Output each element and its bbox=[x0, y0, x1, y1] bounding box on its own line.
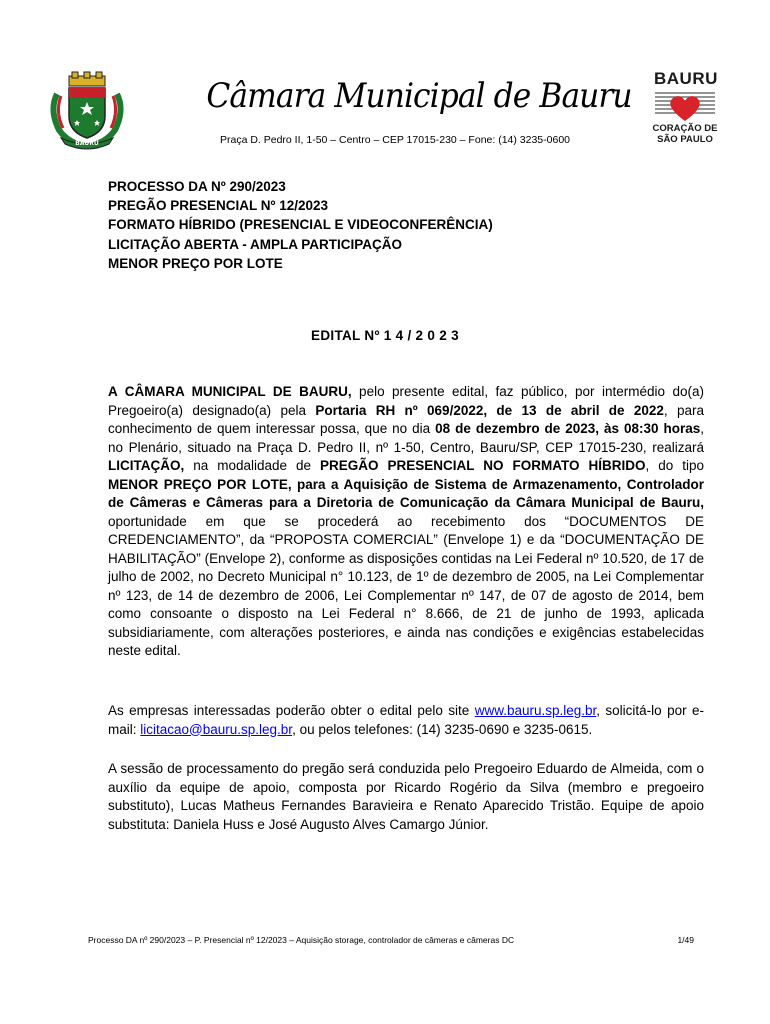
contact-text-3: , ou pelos telefones: (14) 3235-0690 e 3235-0615. bbox=[292, 721, 593, 737]
intro-bold-9: PREGÃO PRESENCIAL NO FORMATO HÍBRIDO bbox=[320, 458, 646, 473]
process-heading bbox=[108, 177, 668, 273]
city-logo-tagline-1: CORAÇÃO DE bbox=[652, 123, 718, 134]
process-number: PROCESSO DA Nº 290/2023 bbox=[108, 179, 286, 194]
contact-text-2: , solicitá-lo por e-mail: bbox=[108, 703, 704, 737]
intro-bold-1: A CÂMARA MUNICIPAL DE BAURU, bbox=[108, 384, 352, 399]
intro-bold-11: MENOR PREÇO POR LOTE, para a Aquisição de Sistema de Armazenamento, Controlador de Câmeras e Câmeras para a Diretoria de Comunicação da Câmara Municipal de Bauru, bbox=[108, 476, 704, 510]
intro-text-2: pelo presente edital, faz público, por intermédio do(a) Pregoeiro(a) designado(a) pela bbox=[108, 384, 704, 418]
auction-number: PREGÃO PRESENCIAL Nº 12/2023 bbox=[108, 198, 329, 214]
heart-icon bbox=[653, 89, 717, 123]
address-line: Praça D. Pedro II, 1-50 – Centro – CEP 17015-230 – Fone: (14) 3235-0600 bbox=[219, 134, 571, 146]
intro-bold-3: Portaria RH nº 069/2022, de 13 de abril de 2022 bbox=[315, 402, 664, 418]
intro-text-10: , do tipo bbox=[645, 458, 704, 473]
contact-paragraph bbox=[108, 702, 704, 739]
city-logo bbox=[650, 70, 720, 150]
intro-paragraph bbox=[108, 383, 704, 661]
city-logo-wordmark: BAURU bbox=[654, 69, 718, 88]
footer-reference: Processo DA nº 290/2023 – P. Presencial nº 12/2023 – Aquisição storage, controlador de câmeras e câmeras DC bbox=[88, 935, 515, 945]
city-logo-tagline-2: SÃO PAULO bbox=[657, 134, 713, 145]
format-line: FORMATO HÍBRIDO (PRESENCIAL E VIDEOCONFERÊNCIA) bbox=[108, 217, 493, 233]
masthead bbox=[190, 74, 632, 118]
intro-bold-5: 08 de dezembro de 2023, às 08:30 horas bbox=[435, 421, 701, 436]
page-number: 1/49 bbox=[677, 935, 694, 945]
coat-of-arms-icon bbox=[47, 70, 127, 150]
chamber-name: Câmara Municipal de Bauru bbox=[206, 76, 632, 116]
crest-banner-text: BAURU bbox=[75, 140, 99, 147]
contact-text-1: As empresas interessadas poderão obter o edital pelo site bbox=[108, 703, 475, 718]
email-link[interactable]: licitacao@bauru.sp.leg.br bbox=[140, 721, 293, 737]
intro-bold-7: LICITAÇÃO, bbox=[108, 458, 185, 473]
session-paragraph: A sessão de processamento do pregão será conduzida pelo Pregoeiro Eduardo de Almeida, com o auxílio da equipe de apoio, composta por Ricardo Rogério da Silva (membro e pregoeiro substituto), Lucas Matheus Fernandes Baravieira e Renato Aparecido Tristão. Equipe de apoio substituta: Daniela Huss e José Augusto Alves Camargo Júnior. bbox=[108, 761, 704, 832]
city-logo-tagline bbox=[650, 123, 720, 145]
intro-text-4: , para conhecimento de quem interessar possa, que no dia bbox=[108, 402, 704, 436]
intro-text-12: oportunidade em que se procederá ao recebimento dos “DOCUMENTOS DE CREDENCIAMENTO”, da “PROPOSTA COMERCIAL” (Envelope 1) e da “DOCUMENTAÇÃO DE HABILITAÇÃO” (Envelope 2), conforme as disposições contidas na Lei Federal nº 10.520, de 17 de julho de 2002, no Decreto Municipal n° 10.123, de 1º de dezembro de 2005, na Lei Complementar nº 123, de 14 de dezembro de 2006, Lei Complementar nº 147, de 07 de agosto de 2014, bem como consoante o disposto na Lei Federal n° 8.666, de 21 de junho de 1993, aplicada subsidiariamente, com alterações posteriores, e ainda nas condições e exigências estabelecidas neste edital. bbox=[108, 513, 704, 658]
edital-title: EDITAL Nº 1 4 / 2 0 2 3 bbox=[311, 328, 459, 343]
website-link[interactable]: www.bauru.sp.leg.br bbox=[474, 703, 597, 718]
intro-text-8: na modalidade de bbox=[184, 458, 321, 473]
participation-line: LICITAÇÃO ABERTA - AMPLA PARTICIPAÇÃO bbox=[108, 236, 402, 252]
intro-text-6: , no Plenário, situado na Praça D. Pedro II, nº 1-50, Centro, Bauru/SP, CEP 17015-230, realizará bbox=[108, 421, 704, 455]
criteria-line: MENOR PREÇO POR LOTE bbox=[108, 255, 283, 271]
